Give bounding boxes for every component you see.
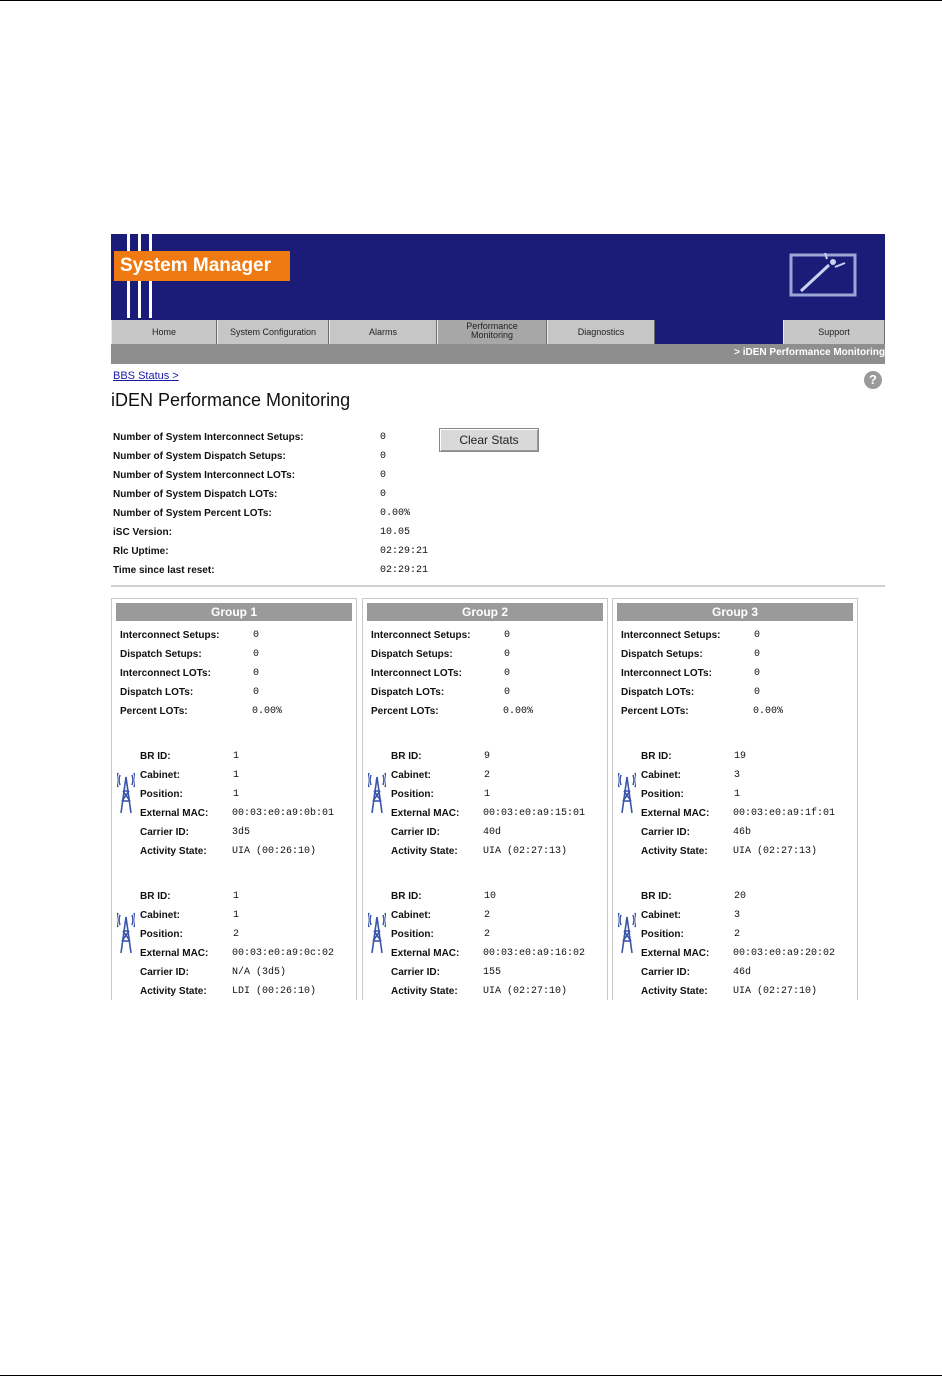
logo-icon <box>789 251 859 299</box>
group-stat-value: 0.00% <box>252 706 283 717</box>
stat-value: 0 <box>380 451 387 462</box>
br-field-value: 3 <box>734 770 741 781</box>
group-panel <box>612 598 858 1000</box>
br-field-label: Carrier ID: <box>391 967 440 978</box>
location-bar <box>111 344 885 364</box>
group-panel <box>362 598 608 1000</box>
location-text: > iDEN Performance Monitoring <box>734 347 885 358</box>
brand-logo[interactable] <box>114 251 290 281</box>
group-stat-label: Percent LOTs: <box>371 706 439 717</box>
group-stat-label: Interconnect LOTs: <box>621 668 712 679</box>
br-field-value: 2 <box>484 929 491 940</box>
group-stat-value: 0 <box>504 668 511 679</box>
tab-label: Home <box>151 327 176 337</box>
br-field-label: Carrier ID: <box>140 967 189 978</box>
br-field-label: BR ID: <box>140 891 171 902</box>
br-field-label: Cabinet: <box>391 770 431 781</box>
group-stat-value: 0 <box>754 687 761 698</box>
br-field-value: UIA (02:27:13) <box>483 846 568 857</box>
br-field-label: Position: <box>391 789 434 800</box>
br-field-label: Position: <box>641 789 684 800</box>
page-bottom-rule <box>0 1375 942 1376</box>
stat-value: 10.05 <box>380 527 411 538</box>
group-header: Group 3 <box>617 603 853 621</box>
group-header: Group 2 <box>367 603 603 621</box>
br-field-value: LDI (00:26:10) <box>232 986 317 997</box>
br-field-value: 46b <box>733 827 752 838</box>
section-divider <box>111 585 885 587</box>
br-field-value: 1 <box>734 789 741 800</box>
br-field-value: 2 <box>484 770 491 781</box>
radio-tower-icon <box>618 911 636 955</box>
tab-diagnostics[interactable] <box>547 320 655 344</box>
br-field-value: 46d <box>733 967 752 978</box>
br-field-value: 00:03:e0:a9:1f:01 <box>733 808 836 819</box>
br-field-value: 00:03:e0:a9:0b:01 <box>232 808 335 819</box>
br-field-value: N/A (3d5) <box>232 967 287 978</box>
br-field-label: Activity State: <box>140 986 207 997</box>
br-field-value: 2 <box>233 929 240 940</box>
br-field-value: 1 <box>233 891 240 902</box>
br-field-label: Activity State: <box>391 846 458 857</box>
tab-alarms[interactable] <box>329 320 437 344</box>
group-stat-label: Dispatch LOTs: <box>120 687 194 698</box>
br-field-label: Carrier ID: <box>391 827 440 838</box>
br-field-value: 00:03:e0:a9:20:02 <box>733 948 836 959</box>
br-field-label: Carrier ID: <box>140 827 189 838</box>
br-field-label: Activity State: <box>391 986 458 997</box>
group-stat-label: Dispatch Setups: <box>120 649 202 660</box>
screenshot-frame <box>111 234 885 1000</box>
stat-value: 0 <box>380 432 387 443</box>
group-stat-label: Interconnect Setups: <box>120 630 220 641</box>
br-field-value: 10 <box>484 891 497 902</box>
group-stat-label: Percent LOTs: <box>120 706 188 717</box>
group-stat-label: Interconnect LOTs: <box>120 668 211 679</box>
group-stat-label: Interconnect LOTs: <box>371 668 462 679</box>
group-header: Group 1 <box>116 603 352 621</box>
br-field-value: UIA (02:27:13) <box>733 846 818 857</box>
tab-home[interactable] <box>111 320 217 344</box>
br-field-value: 1 <box>233 770 240 781</box>
br-field-value: 3 <box>734 910 741 921</box>
group-stat-label: Dispatch LOTs: <box>621 687 695 698</box>
br-field-value: 00:03:e0:a9:0c:02 <box>232 948 335 959</box>
tab-label: System Configuration <box>229 327 317 337</box>
group-stat-value: 0 <box>504 649 511 660</box>
br-field-label: External MAC: <box>391 808 460 819</box>
br-field-label: BR ID: <box>391 891 422 902</box>
group-stat-label: Interconnect Setups: <box>371 630 471 641</box>
br-field-label: External MAC: <box>140 808 209 819</box>
br-field-value: 20 <box>734 891 747 902</box>
tab-label: Diagnostics <box>577 327 625 337</box>
radio-tower-icon <box>618 771 636 815</box>
radio-tower-icon <box>368 911 386 955</box>
br-field-label: Position: <box>140 929 183 940</box>
br-field-label: External MAC: <box>641 948 710 959</box>
stat-label: Number of System Interconnect Setups: <box>113 432 304 443</box>
br-field-label: Cabinet: <box>140 910 180 921</box>
br-field-value: 1 <box>484 789 491 800</box>
group-stat-value: 0.00% <box>753 706 784 717</box>
stat-label: Number of System Percent LOTs: <box>113 508 272 519</box>
app-header <box>111 234 885 320</box>
tab-label-line: Monitoring <box>470 330 514 340</box>
br-field-label: Cabinet: <box>391 910 431 921</box>
br-field-value: 1 <box>233 910 240 921</box>
br-field-label: Cabinet: <box>641 770 681 781</box>
group-stat-value: 0 <box>754 649 761 660</box>
group-stat-label: Dispatch LOTs: <box>371 687 445 698</box>
tab-label: Support <box>818 327 850 337</box>
group-stat-value: 0 <box>754 668 761 679</box>
tab-performance-monitoring[interactable] <box>437 320 547 344</box>
main-nav-tabs <box>111 320 885 344</box>
group-stat-value: 0 <box>253 649 260 660</box>
br-field-label: BR ID: <box>140 751 171 762</box>
group-stat-label: Percent LOTs: <box>621 706 689 717</box>
br-field-label: Position: <box>140 789 183 800</box>
app-title: System Manager <box>120 255 272 276</box>
group-stat-value: 0 <box>253 668 260 679</box>
br-field-value: 1 <box>233 789 240 800</box>
stat-label: Number of System Dispatch LOTs: <box>113 489 278 500</box>
stat-value: 0 <box>380 470 387 481</box>
stat-value: 02:29:21 <box>380 546 429 557</box>
stat-label: iSC Version: <box>113 527 172 538</box>
stat-label: Number of System Dispatch Setups: <box>113 451 286 462</box>
radio-tower-icon <box>117 911 135 955</box>
br-field-value: 00:03:e0:a9:15:01 <box>483 808 586 819</box>
br-field-value: 1 <box>233 751 240 762</box>
clear-stats-button[interactable]: Clear Stats <box>439 428 539 452</box>
group-stat-value: 0 <box>253 630 260 641</box>
group-stat-value: 0 <box>754 630 761 641</box>
tab-label: Alarms <box>368 327 397 337</box>
group-stat-value: 0.00% <box>503 706 534 717</box>
stat-label: Rlc Uptime: <box>113 546 169 557</box>
br-field-value: 3d5 <box>232 827 251 838</box>
br-field-value: 00:03:e0:a9:16:02 <box>483 948 586 959</box>
br-field-value: UIA (02:27:10) <box>733 986 818 997</box>
br-field-value: 155 <box>483 967 502 978</box>
br-field-label: Position: <box>641 929 684 940</box>
br-field-value: 9 <box>484 751 491 762</box>
stat-value: 02:29:21 <box>380 565 429 576</box>
group-stat-label: Interconnect Setups: <box>621 630 721 641</box>
br-field-label: Activity State: <box>641 986 708 997</box>
tab-label-line: Performance <box>466 321 518 331</box>
br-field-value: UIA (00:26:10) <box>232 846 317 857</box>
tab-system-configuration[interactable] <box>217 320 329 344</box>
br-field-value: 19 <box>734 751 747 762</box>
stat-label: Number of System Interconnect LOTs: <box>113 470 296 481</box>
br-field-label: Cabinet: <box>140 770 180 781</box>
br-field-label: Position: <box>391 929 434 940</box>
radio-tower-icon <box>368 771 386 815</box>
group-stat-value: 0 <box>253 687 260 698</box>
br-field-value: 2 <box>484 910 491 921</box>
radio-tower-icon <box>117 771 135 815</box>
br-field-value: 2 <box>734 929 741 940</box>
br-field-label: External MAC: <box>641 808 710 819</box>
br-field-label: Activity State: <box>641 846 708 857</box>
br-field-label: External MAC: <box>140 948 209 959</box>
bbs-status-link[interactable]: BBS Status > <box>113 370 179 382</box>
br-field-label: BR ID: <box>391 751 422 762</box>
br-field-label: Cabinet: <box>641 910 681 921</box>
stat-value: 0.00% <box>380 508 411 519</box>
br-field-label: Carrier ID: <box>641 967 690 978</box>
stat-value: 0 <box>380 489 387 500</box>
group-stat-value: 0 <box>504 687 511 698</box>
br-field-value: 40d <box>483 827 502 838</box>
page-title: iDEN Performance Monitoring <box>111 390 351 410</box>
group-stat-label: Dispatch Setups: <box>621 649 703 660</box>
br-field-label: Carrier ID: <box>641 827 690 838</box>
page-top-rule <box>0 0 942 1</box>
group-stat-label: Dispatch Setups: <box>371 649 453 660</box>
br-field-label: BR ID: <box>641 751 672 762</box>
br-field-value: UIA (02:27:10) <box>483 986 568 997</box>
br-field-label: External MAC: <box>391 948 460 959</box>
group-stat-value: 0 <box>504 630 511 641</box>
group-panel <box>111 598 357 1000</box>
stat-label: Time since last reset: <box>113 565 215 576</box>
help-icon[interactable]: ? <box>864 371 882 389</box>
br-field-label: BR ID: <box>641 891 672 902</box>
tab-support[interactable] <box>783 320 885 344</box>
br-field-label: Activity State: <box>140 846 207 857</box>
